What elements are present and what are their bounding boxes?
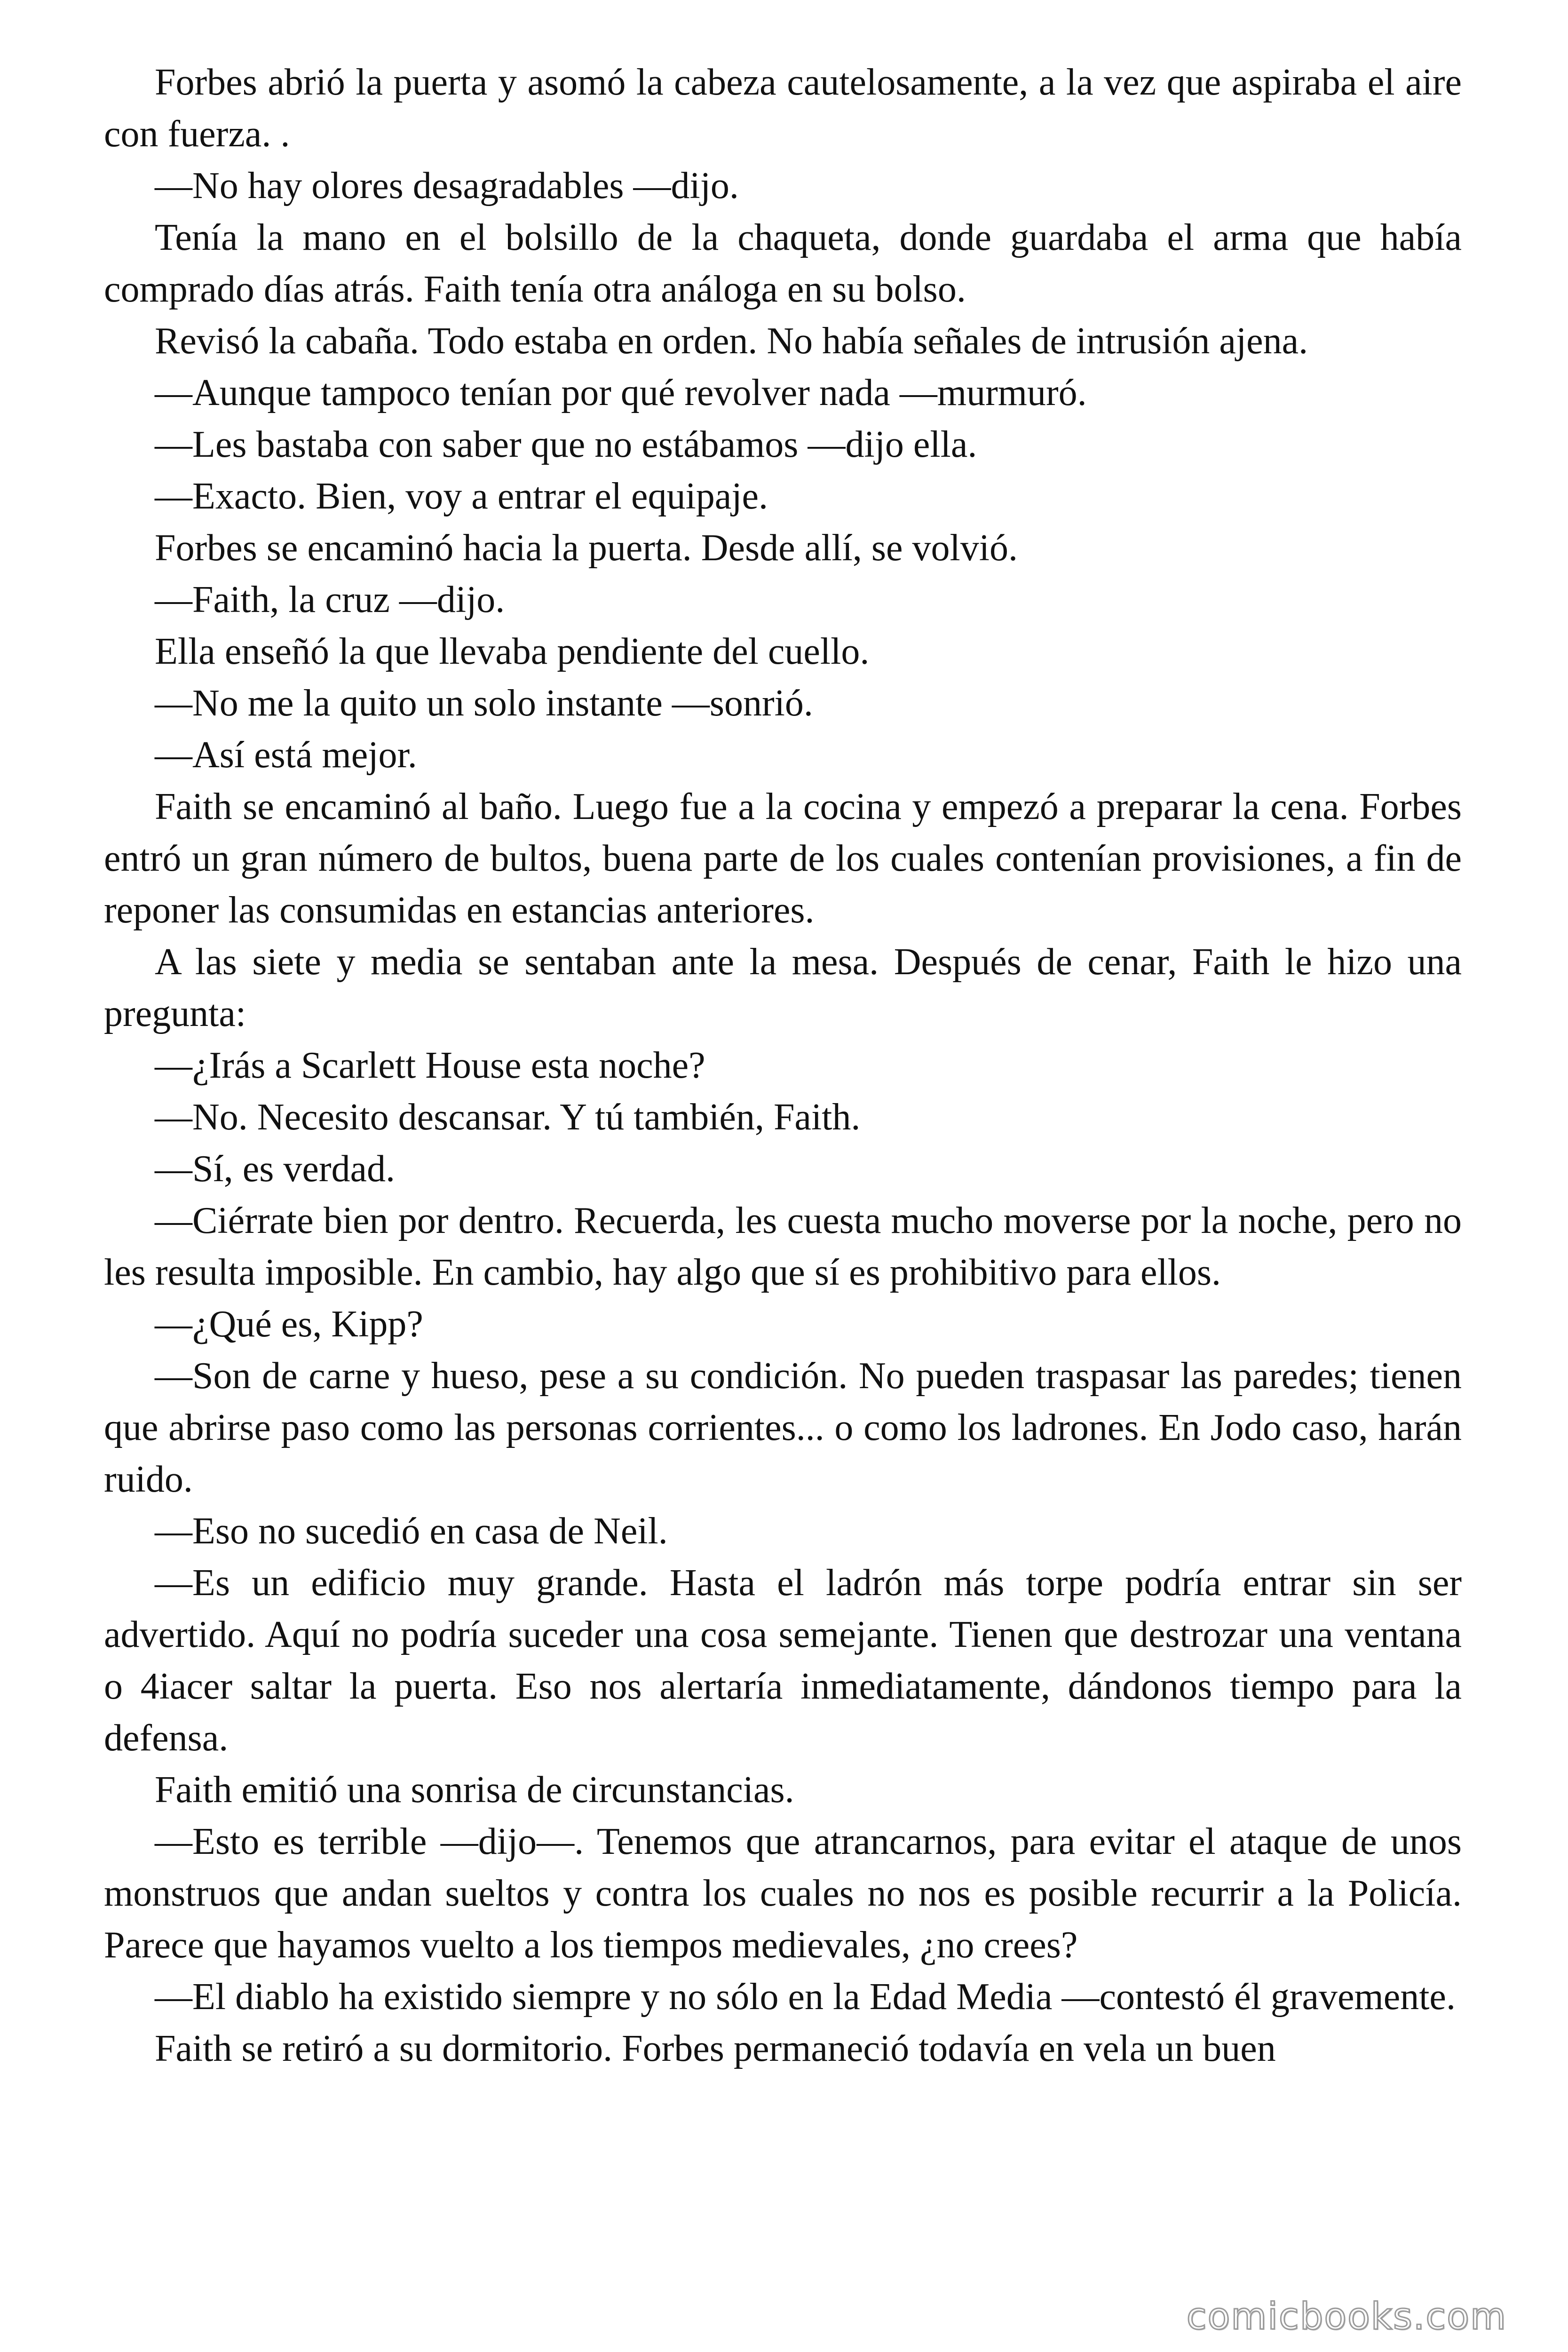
paragraph: —¿Irás a Scarlett House esta noche? [155, 1045, 705, 1086]
paragraph: Ella enseñó la que llevaba pendiente del cuello. [155, 631, 870, 672]
paragraph: Forbes se encaminó hacia la puerta. Desde allí, se volvió. [155, 527, 1018, 569]
paragraph: Faith se encaminó al baño. Luego fue a la cocina y empezó a preparar la cena. Forbes entró un gran número de bultos, buena parte de los cuales contenían provisiones, a fin de reponer las consumidas en estancias anteriores. [104, 786, 1462, 931]
page-text [104, 56, 1462, 2074]
paragraph: —Exacto. Bien, voy a entrar el equipaje. [155, 476, 768, 517]
paragraph: Tenía la mano en el bolsillo de la chaqueta, donde guardaba el arma que había comprado días atrás. Faith tenía otra análoga en su bolso. [104, 217, 1462, 310]
paragraph: —Les bastaba con saber que no estábamos —dijo ella. [155, 424, 977, 465]
paragraph: —Sí, es verdad. [155, 1148, 396, 1190]
paragraph: Faith se retiró a su dormitorio. Forbes permaneció todavía en vela un buen [155, 2028, 1276, 2069]
paragraph: —Son de carne y hueso, pese a su condición. No pueden traspasar las paredes; tienen que abrirse paso como las personas corrientes... o como los ladrones. En Jodo caso, harán ruido. [104, 1355, 1462, 1500]
paragraph: —Ciérrate bien por dentro. Recuerda, les cuesta mucho moverse por la noche, pero no les resulta imposible. En cambio, hay algo que sí es prohibitivo para ellos. [104, 1200, 1462, 1293]
paragraph: —¿Qué es, Kipp? [155, 1303, 423, 1345]
paragraph: —No. Necesito descansar. Y tú también, Faith. [155, 1097, 861, 1138]
paragraph: —Aunque tampoco tenían por qué revolver nada —murmuró. [155, 372, 1087, 413]
paragraph: —No me la quito un solo instante —sonrió. [155, 683, 813, 724]
paragraph: —Esto es terrible —dijo—. Tenemos que atrancarnos, para evitar el ataque de unos monstruos que andan sueltos y contra los cuales no nos es posible recurrir a la Policía. Parece que hayamos vuelto a los tiempos medievales, ¿no crees? [104, 1821, 1462, 1966]
paragraph: —Eso no sucedió en casa de Neil. [155, 1510, 668, 1552]
paragraph: Faith emitió una sonrisa de circunstancias. [155, 1769, 794, 1811]
watermark: comicbooks.com [1186, 2296, 1507, 2338]
paragraph: —El diablo ha existido siempre y no sólo en la Edad Media —contestó él gravemente. [155, 1976, 1456, 2018]
paragraph: —Así está mejor. [155, 734, 417, 776]
paragraph: A las siete y media se sentaban ante la mesa. Después de cenar, Faith le hizo una pregunta: [104, 941, 1462, 1034]
paragraph: —No hay olores desagradables —dijo. [155, 165, 739, 207]
paragraph: Forbes abrió la puerta y asomó la cabeza cautelosamente, a la vez que aspiraba el aire con fuerza. . [104, 62, 1462, 155]
paragraph: —Es un edificio muy grande. Hasta el ladrón más torpe podría entrar sin ser advertido. Aquí no podría suceder una cosa semejante. Tienen que destrozar una ventana o 4iacer saltar la puerta. Eso nos alertaría inmediatamente, dándonos tiempo para la defensa. [104, 1562, 1462, 1759]
paragraph: —Faith, la cruz —dijo. [155, 579, 505, 620]
paragraph: Revisó la cabaña. Todo estaba en orden. No había señales de intrusión ajena. [155, 320, 1308, 362]
